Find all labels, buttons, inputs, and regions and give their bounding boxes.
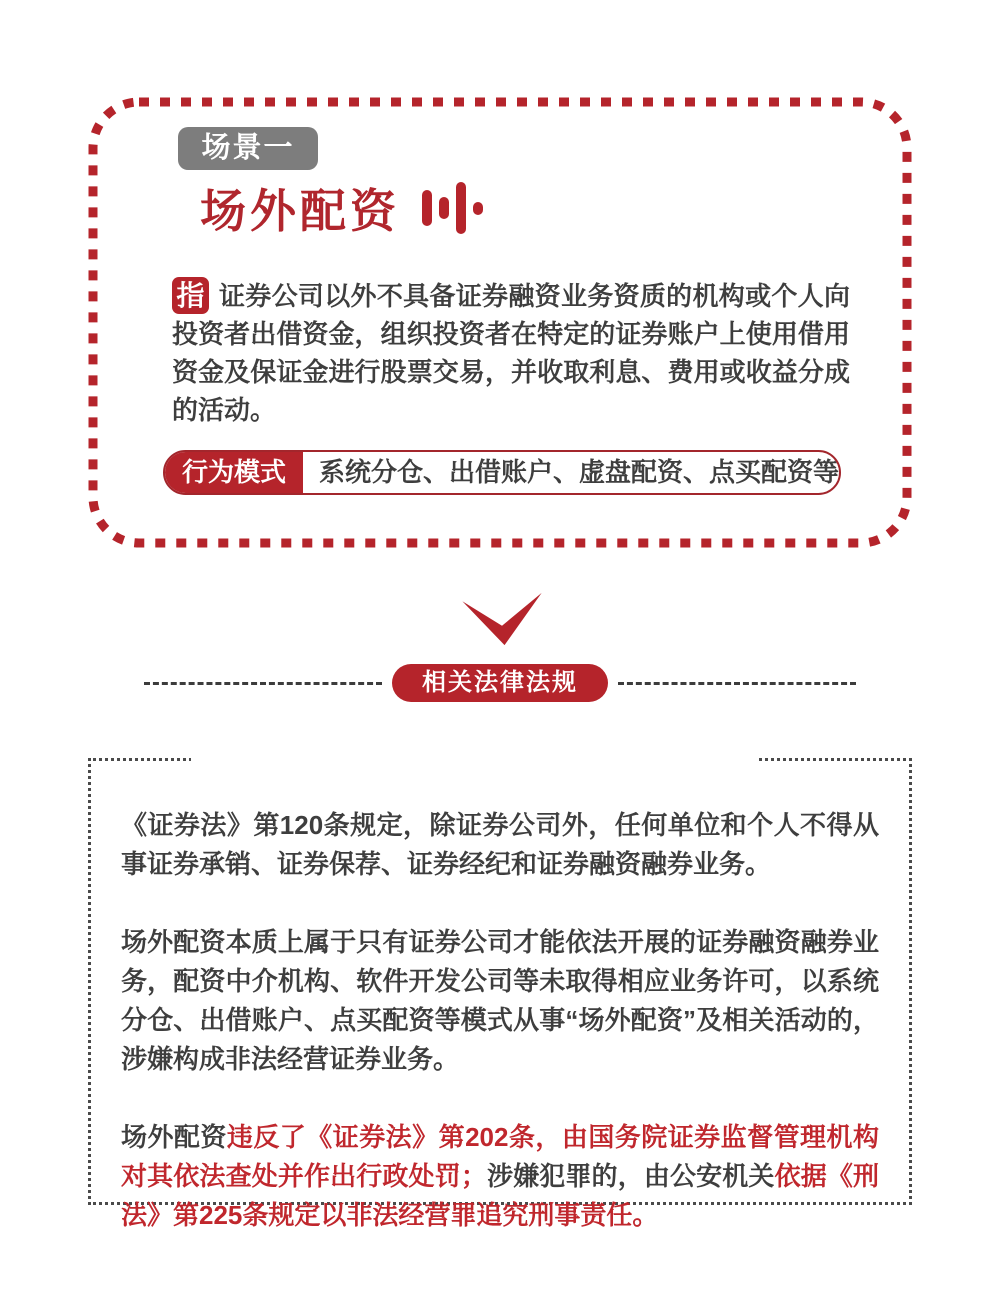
- definition-text: 证券公司以外不具备证券融资业务资质的机构或个人向投资者出借资金，组织投资者在特定的证券账户上使用借用资金及保证金进行股票交易，并收取利息、费用或收益分成的活动。: [172, 281, 850, 425]
- definition-paragraph: [172, 277, 850, 429]
- card-title-row: [200, 175, 483, 241]
- legal-paragraph-3-segment: 涉嫌犯罪的，由公安机关: [486, 1161, 775, 1191]
- legal-paragraph-3-segment: 依据《刑法》第225条规定以非法经营罪追究刑事责任。: [121, 1161, 879, 1230]
- scenario-card: [88, 97, 912, 548]
- behavior-mode-label: 行为模式: [165, 452, 303, 493]
- page-title: 场外配资: [200, 185, 400, 237]
- divider-dash-left: [144, 682, 382, 685]
- section-divider: [0, 664, 1000, 702]
- scenario-number-badge: 场景一: [178, 127, 318, 170]
- legal-paragraph-3-segment: 场外配资: [121, 1122, 227, 1152]
- legal-paragraph-3-segment: 违反了《证券法》第202条，由国务院证券监督管理机构对其依法查处并作出行政处罚；: [121, 1122, 879, 1191]
- legal-paragraph-3: [121, 1118, 879, 1235]
- legal-paragraph-2: 场外配资本质上属于只有证券公司才能依法开展的证券融资融券业务，配资中介机构、软件开发公司等未取得相应业务许可，以系统分仓、出借账户、点买配资等模式从事“场外配资”及相关活动的，涉嫌构成非法经营证券业务。: [121, 927, 879, 1074]
- chevron-down-icon: [459, 592, 545, 646]
- divider-dash-right: [618, 682, 856, 685]
- waveform-icon: [422, 180, 483, 236]
- behavior-mode-value: 系统分仓、出借账户、虚盘配资、点买配资等: [319, 457, 840, 487]
- border-gap: [191, 757, 757, 763]
- section-badge: 相关法律法规: [392, 664, 608, 702]
- legal-paragraph-1: 《证券法》第120条规定，除证券公司外，任何单位和个人不得从事证券承销、证券保荐、证券经纪和证券融资融券业务。: [121, 810, 879, 879]
- legal-box: [88, 758, 912, 1230]
- definition-marker-badge: 指: [172, 277, 209, 314]
- behavior-mode-pill: [163, 450, 841, 495]
